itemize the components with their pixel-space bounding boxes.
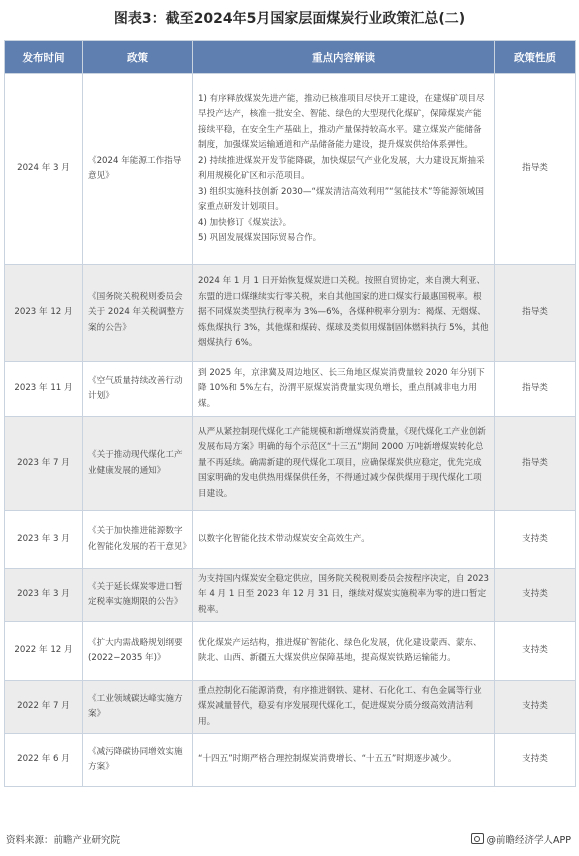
header-nature: 政策性质 xyxy=(495,41,576,74)
table-row xyxy=(5,362,576,417)
cell-content xyxy=(193,511,495,569)
content-point: 重点控制化石能源消费，有序推进钢铁、建材、石化化工、有色金属等行业煤炭减量替代，稳妥有序发展现代煤化工，促进煤炭分质分级高效清洁利用。 xyxy=(198,685,482,727)
content-point: 4) 加快修订《煤炭法》。 xyxy=(198,217,292,228)
cell-nature: 支持类 xyxy=(495,622,576,681)
cell-nature: 指导类 xyxy=(495,74,576,265)
table-row xyxy=(5,511,576,569)
cell-date: 2022 年 12 月 xyxy=(5,622,83,681)
table-row xyxy=(5,681,576,734)
cell-content xyxy=(193,622,495,681)
cell-date: 2022 年 7 月 xyxy=(5,681,83,734)
table-row xyxy=(5,265,576,362)
cell-policy: 《工业领域碳达峰实施方案》 xyxy=(83,681,193,734)
cell-date: 2023 年 7 月 xyxy=(5,417,83,511)
cell-date: 2022 年 6 月 xyxy=(5,734,83,787)
content-point: 到 2025 年，京津冀及周边地区、长三角地区煤炭消费量较 2020 年分别下降 10%和 5%左右，汾渭平原煤炭消费量实现负增长，重点削减非电力用煤。 xyxy=(198,367,485,409)
cell-policy: 《关于加快推进能源数字化智能化发展的若干意见》 xyxy=(83,511,193,569)
cell-nature: 指导类 xyxy=(495,362,576,417)
cell-nature: 指导类 xyxy=(495,265,576,362)
content-point: “十四五”时期严格合理控制煤炭消费增长、“十五五”时期逐步减少。 xyxy=(198,754,457,765)
cell-date: 2023 年 3 月 xyxy=(5,511,83,569)
table-row xyxy=(5,622,576,681)
table-row xyxy=(5,734,576,787)
cell-content xyxy=(193,569,495,622)
cell-policy: 《减污降碳协同增效实施方案》 xyxy=(83,734,193,787)
cell-policy: 《关于延长煤炭零进口暂定税率实施期限的公告》 xyxy=(83,569,193,622)
cell-content xyxy=(193,362,495,417)
cell-policy: 《关于推动现代煤化工产业健康发展的通知》 xyxy=(83,417,193,511)
table-body xyxy=(5,74,576,787)
cell-content xyxy=(193,265,495,362)
content-point: 3) 组织实施科技创新 2030—“煤炭清洁高效利用”“氢能技术”等能源领域国家重点研发计划项目。 xyxy=(198,186,484,212)
cell-content xyxy=(193,417,495,511)
cell-nature: 支持类 xyxy=(495,569,576,622)
content-point: 1) 有序释放煤炭先进产能，推动已核准项目尽快开工建设，在建煤矿项目尽早投产达产，核准一批安全、智能、绿色的大型现代化煤矿，保障煤炭产能接续平稳，在安全生产基础上，推动产量保持较高水平。建立煤炭产能储备制度，加强煤炭运输通道和产品储备能力建设，提升煤炭供给体系弹性。 xyxy=(198,93,485,150)
table-row xyxy=(5,74,576,265)
cell-policy: 《扩大内需战略规划纲要(2022−2035 年)》 xyxy=(83,622,193,681)
camera-icon xyxy=(471,833,484,844)
table-row xyxy=(5,569,576,622)
cell-nature: 指导类 xyxy=(495,417,576,511)
cell-date: 2023 年 3 月 xyxy=(5,569,83,622)
cell-policy: 《国务院关税税则委员会关于 2024 年关税调整方案的公告》 xyxy=(83,265,193,362)
cell-content xyxy=(193,74,495,265)
content-point: 2024 年 1 月 1 日开始恢复煤炭进口关税。按照自贸协定，来自澳大利亚、东盟的进口煤继续实行零关税，来自其他国家的进口煤实行最惠国税率。根据不同煤炭类型执行税率为 3%—6%，各煤种税率分别为：褐煤、无烟煤、炼焦煤执行 3%，其他煤和煤砖、煤球及类似用煤制固体燃料执行 5%，其他烟煤执行 6%。 xyxy=(198,276,489,349)
cell-date: 2024 年 3 月 xyxy=(5,74,83,265)
content-point: 从严从紧控制现代煤化工产能规模和新增煤炭消费量，《现代煤化工产业创新发展布局方案》明确的每个示范区“十三五”期间 2000 万吨新增煤炭转化总量不再延续。确需新建的现代煤化工项目，应确保煤炭供应稳定，优先完成国家明确的发电供热用煤保供任务，不得通过减少保供煤用于现代煤化工项目建设。 xyxy=(198,426,486,499)
brand-credit xyxy=(471,832,571,846)
cell-content xyxy=(193,681,495,734)
cell-nature: 支持类 xyxy=(495,681,576,734)
header-policy: 政策 xyxy=(83,41,193,74)
content-point: 2) 持续推进煤炭开发节能降碳，加快煤层气产业化发展，大力建设瓦斯抽采利用规模化矿区和示范项目。 xyxy=(198,155,485,181)
content-point: 优化煤炭产运结构，推进煤矿智能化、绿色化发展，优化建设蒙西、蒙东、陕北、山西、新疆五大煤炭供应保障基地，提高煤炭铁路运输能力。 xyxy=(198,637,482,663)
cell-content xyxy=(193,734,495,787)
header-date: 发布时间 xyxy=(5,41,83,74)
chart-title: 图表3：截至2024年5月国家层面煤炭行业政策汇总(二) xyxy=(113,11,466,27)
cell-policy: 《空气质量持续改善行动计划》 xyxy=(83,362,193,417)
cell-date: 2023 年 12 月 xyxy=(5,265,83,362)
content-point: 以数字化智能化技术带动煤炭安全高效生产。 xyxy=(198,533,370,544)
cell-nature: 支持类 xyxy=(495,734,576,787)
content-point: 为支持国内煤炭安全稳定供应，国务院关税税则委员会按程序决定，自 2023 年 4 月 1 日至 2023 年 12 月 31 日，继续对煤炭实施税率为零的进口暂定税率。 xyxy=(198,573,490,615)
cell-policy: 《2024 年能源工作指导意见》 xyxy=(83,74,193,265)
brand-text: @前瞻经济学人APP xyxy=(486,835,571,846)
table-row xyxy=(5,417,576,511)
cell-date: 2023 年 11 月 xyxy=(5,362,83,417)
header-content: 重点内容解读 xyxy=(193,41,495,74)
source-note: 资料来源：前瞻产业研究院 xyxy=(6,835,121,846)
content-point: 5) 巩固发展煤炭国际贸易合作。 xyxy=(198,233,322,243)
cell-nature: 支持类 xyxy=(495,511,576,569)
policy-table xyxy=(4,40,576,787)
table-header-row xyxy=(5,41,576,74)
